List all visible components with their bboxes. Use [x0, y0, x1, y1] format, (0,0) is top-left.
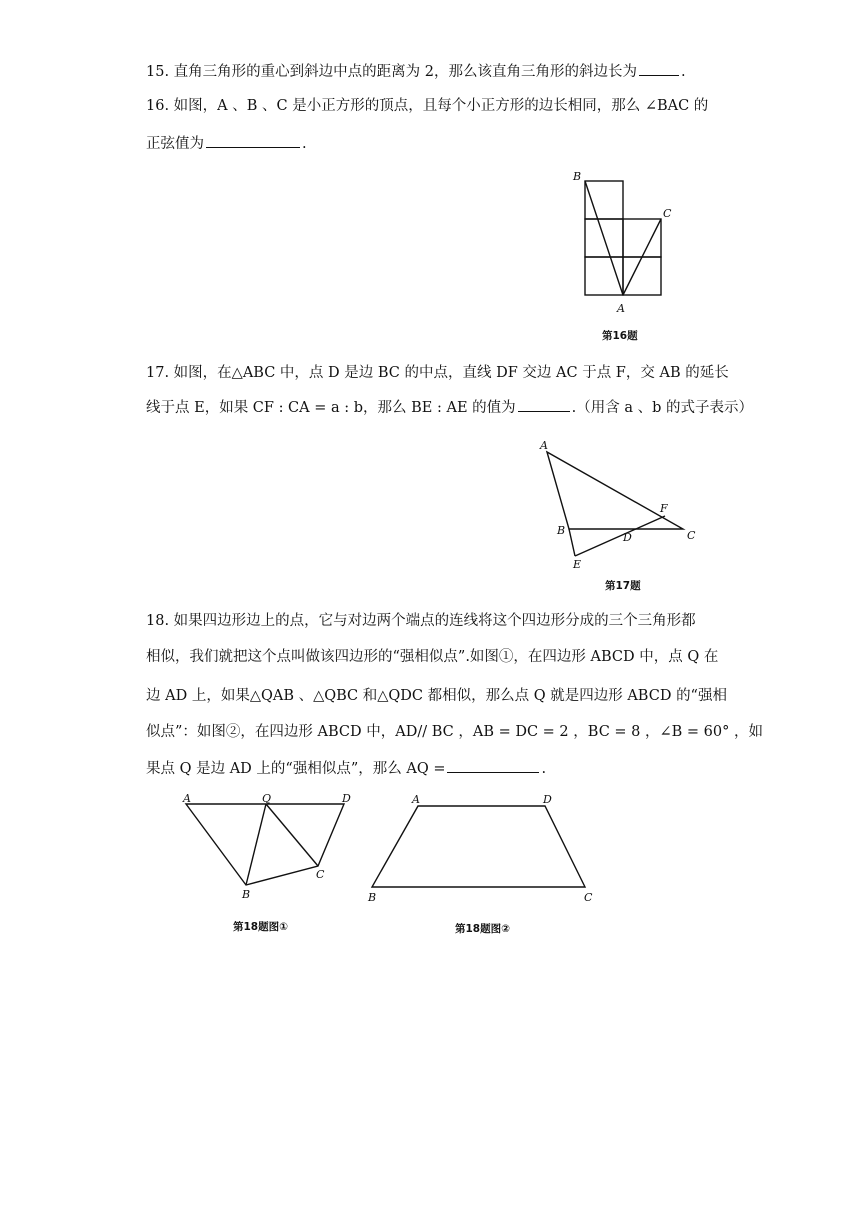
- label-d: D: [623, 531, 632, 544]
- label-f: F: [660, 502, 668, 515]
- trapezoid-abcd: [372, 806, 585, 887]
- label-d: D: [543, 793, 552, 806]
- label-a: A: [540, 439, 548, 452]
- label-d: D: [342, 792, 351, 805]
- question-18-line-2: 相似，我们就把这个点叫做该四边形的“强相似点”.如图①，在四边形 ABCD 中，点 Q 在: [146, 649, 719, 665]
- q17-text-a: 线于点 E，如果 CF : CA = a : b，那么 BE : AE 的值为: [146, 400, 516, 416]
- figure-18-1: [178, 792, 368, 902]
- question-18-line-5: [146, 758, 546, 779]
- caption-17: 第17题: [605, 580, 641, 592]
- q15-end: .: [681, 64, 686, 80]
- q15-text: 15. 直角三角形的重心到斜边中点的距离为 2，那么该直角三角形的斜边长为: [146, 64, 638, 80]
- caption-16: 第16题: [602, 330, 638, 342]
- question-18-line-3: 边 AD 上，如果△QAB 、△QBC 和△QDC 都相似，那么点 Q 就是四边形 ABCD 的“强相: [146, 688, 727, 704]
- q18-text-a: 果点 Q 是边 AD 上的“强相似点”，那么 AQ =: [146, 761, 446, 777]
- label-b: B: [557, 524, 566, 537]
- answer-blank-17[interactable]: [518, 397, 570, 412]
- question-16-line-1: 16. 如图，A 、B 、C 是小正方形的顶点，且每个小正方形的边长相同，那么 ∠BAC 的: [146, 98, 709, 114]
- segment-qb: [246, 804, 266, 885]
- question-18-line-1: 18. 如果四边形边上的点，它与对边两个端点的连线将这个四边形分成的三个三角形都: [146, 613, 696, 629]
- segment-ef: [575, 516, 665, 556]
- question-16-line-2: [146, 133, 307, 154]
- label-a: A: [617, 302, 625, 315]
- label-a: A: [412, 793, 420, 806]
- segment-qc: [266, 804, 318, 866]
- caption-18-2: 第18题图②: [455, 923, 511, 935]
- question-17-line-1: 17. 如图，在△ABC 中，点 D 是边 BC 的中点，直线 DF 交边 AC 于点 F，交 AB 的延长: [146, 365, 729, 381]
- q16-text: 正弦值为: [146, 136, 204, 152]
- segment-be: [569, 529, 575, 556]
- answer-blank-16[interactable]: [206, 133, 300, 148]
- question-18-line-4: 似点”：如图②，在四边形 ABCD 中，AD// BC ，AB = DC = 2 ，BC = 8 ，∠B = 60° ，如: [146, 724, 763, 740]
- answer-blank-15[interactable]: [639, 61, 679, 76]
- grid-square: [623, 257, 661, 295]
- question-17-line-2: [146, 397, 753, 418]
- figure-18-2: [362, 792, 602, 912]
- figure-17-triangle: [535, 440, 705, 575]
- answer-blank-18[interactable]: [447, 758, 539, 773]
- label-a: A: [183, 792, 191, 805]
- grid-square: [623, 219, 661, 257]
- label-c: C: [663, 207, 672, 220]
- caption-18-1: 第18题图①: [233, 921, 289, 933]
- label-b: B: [242, 888, 251, 901]
- label-c: C: [584, 891, 593, 904]
- q16-end: .: [302, 136, 307, 152]
- figure-16-grid: [565, 167, 675, 315]
- label-c: C: [316, 868, 325, 881]
- segment-ba: [585, 181, 623, 295]
- label-b: B: [573, 170, 582, 183]
- label-q: Q: [262, 792, 272, 805]
- question-15: [146, 61, 686, 82]
- label-e: E: [573, 558, 582, 571]
- label-c: C: [687, 529, 696, 542]
- q18-text-b: .: [541, 761, 547, 777]
- label-b: B: [368, 891, 377, 904]
- q17-text-b: .（用含 a 、b 的式子表示）: [571, 400, 754, 416]
